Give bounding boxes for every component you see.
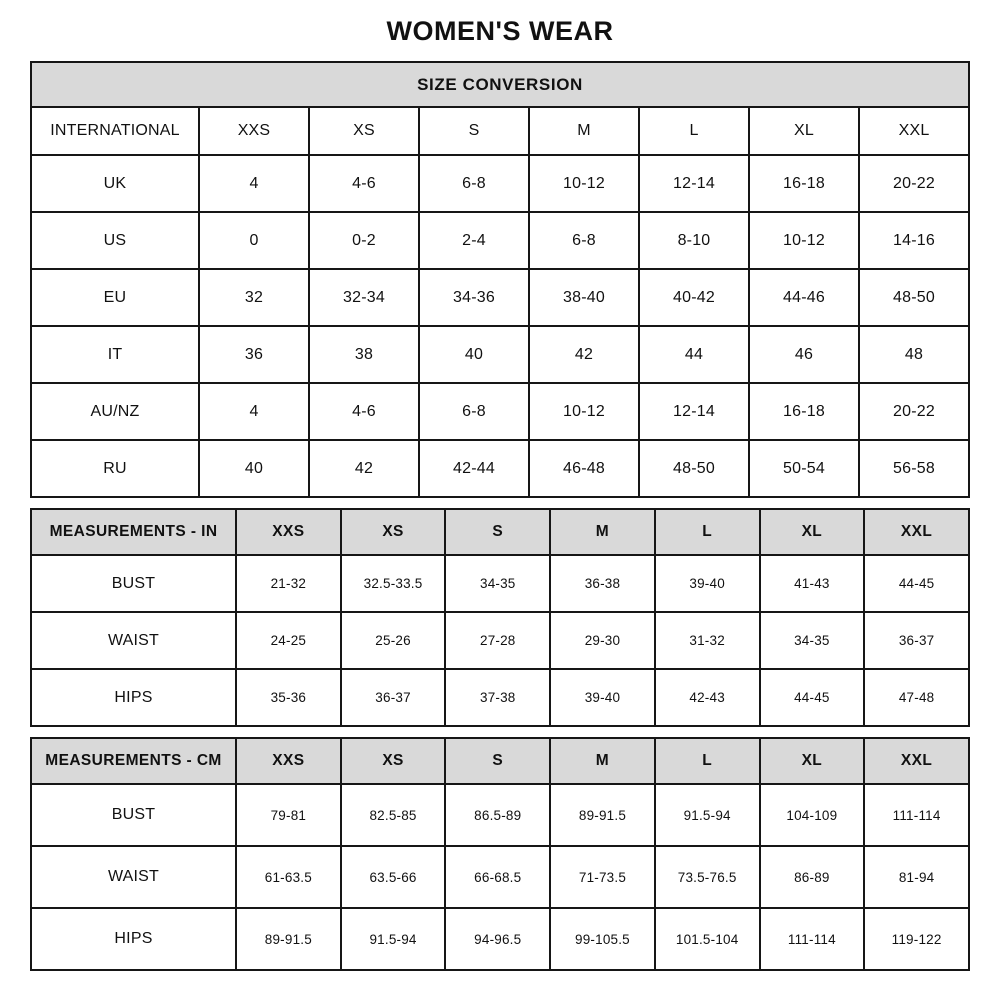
size-conversion-cell-uk-s: 6-8 <box>419 155 529 212</box>
measurements-in-cell-hips-xl: 44-45 <box>760 669 865 726</box>
measurements-in-header-xxl: XXL <box>864 509 969 555</box>
measurements-cm-cell-hips-m: 99-105.5 <box>550 908 655 970</box>
size-conversion-header-xxl: XXL <box>859 107 969 155</box>
size-conversion-cell-uk-xl: 16-18 <box>749 155 859 212</box>
size-conversion-cell-it-s: 40 <box>419 326 529 383</box>
size-conversion-cell-eu-s: 34-36 <box>419 269 529 326</box>
size-conversion-title-row <box>31 62 969 107</box>
size-conversion-cell-eu-xl: 44-46 <box>749 269 859 326</box>
size-conversion-row-au-nz <box>31 383 969 440</box>
size-conversion-cell-eu-xxs: 32 <box>199 269 309 326</box>
size-conversion-header-xs: XS <box>309 107 419 155</box>
measurements-cm-cell-hips-xl: 111-114 <box>760 908 865 970</box>
measurements-cm-header-measurements-cm: MEASUREMENTS - CM <box>31 738 236 784</box>
measurements-in-cell-bust-m: 36-38 <box>550 555 655 612</box>
measurements-cm-cell-bust-xl: 104-109 <box>760 784 865 846</box>
size-conversion-cell-au-nz-s: 6-8 <box>419 383 529 440</box>
measurements-in-cell-waist-l: 31-32 <box>655 612 760 669</box>
size-conversion-rowlabel-uk: UK <box>31 155 199 212</box>
measurements-cm-cell-bust-s: 86.5-89 <box>445 784 550 846</box>
measurements-in-cell-hips-l: 42-43 <box>655 669 760 726</box>
measurements-in-cell-waist-xxs: 24-25 <box>236 612 341 669</box>
size-conversion-cell-it-xl: 46 <box>749 326 859 383</box>
measurements-in-rowlabel-waist: WAIST <box>31 612 236 669</box>
size-conversion-cell-au-nz-xxl: 20-22 <box>859 383 969 440</box>
size-conversion-cell-au-nz-m: 10-12 <box>529 383 639 440</box>
size-conversion-cell-it-l: 44 <box>639 326 749 383</box>
measurements-cm-cell-waist-xl: 86-89 <box>760 846 865 908</box>
size-conversion-row-ru <box>31 440 969 497</box>
measurements-in-cell-waist-xs: 25-26 <box>341 612 446 669</box>
measurements-in-table <box>30 508 970 727</box>
size-conversion-header-m: M <box>529 107 639 155</box>
measurements-cm-rowlabel-waist: WAIST <box>31 846 236 908</box>
size-conversion-cell-us-xl: 10-12 <box>749 212 859 269</box>
size-conversion-cell-eu-xxl: 48-50 <box>859 269 969 326</box>
size-conversion-header-s: S <box>419 107 529 155</box>
measurements-cm-rowlabel-bust: BUST <box>31 784 236 846</box>
measurements-in-cell-hips-m: 39-40 <box>550 669 655 726</box>
measurements-cm-cell-hips-xxs: 89-91.5 <box>236 908 341 970</box>
size-conversion-cell-us-s: 2-4 <box>419 212 529 269</box>
measurements-in-cell-bust-xl: 41-43 <box>760 555 865 612</box>
size-conversion-cell-uk-m: 10-12 <box>529 155 639 212</box>
size-conversion-cell-it-xxs: 36 <box>199 326 309 383</box>
size-conversion-cell-us-xs: 0-2 <box>309 212 419 269</box>
measurements-cm-cell-bust-m: 89-91.5 <box>550 784 655 846</box>
size-conversion-cell-uk-xs: 4-6 <box>309 155 419 212</box>
size-conversion-cell-us-xxl: 14-16 <box>859 212 969 269</box>
measurements-cm-cell-bust-l: 91.5-94 <box>655 784 760 846</box>
measurements-cm-table <box>30 737 970 971</box>
measurements-cm-cell-waist-s: 66-68.5 <box>445 846 550 908</box>
size-conversion-rowlabel-au-nz: AU/NZ <box>31 383 199 440</box>
measurements-in-cell-hips-xxl: 47-48 <box>864 669 969 726</box>
measurements-in-cell-waist-xl: 34-35 <box>760 612 865 669</box>
size-conversion-cell-us-m: 6-8 <box>529 212 639 269</box>
size-conversion-cell-ru-m: 46-48 <box>529 440 639 497</box>
size-conversion-cell-it-xs: 38 <box>309 326 419 383</box>
size-conversion-cell-eu-l: 40-42 <box>639 269 749 326</box>
measurements-cm-cell-hips-xs: 91.5-94 <box>341 908 446 970</box>
measurements-in-cell-hips-s: 37-38 <box>445 669 550 726</box>
measurements-in-row-waist <box>31 612 969 669</box>
measurements-cm-cell-bust-xxl: 111-114 <box>864 784 969 846</box>
size-conversion-cell-us-l: 8-10 <box>639 212 749 269</box>
measurements-in-cell-hips-xs: 36-37 <box>341 669 446 726</box>
measurements-cm-cell-waist-m: 71-73.5 <box>550 846 655 908</box>
size-conversion-rowlabel-ru: RU <box>31 440 199 497</box>
size-conversion-cell-uk-xxl: 20-22 <box>859 155 969 212</box>
measurements-cm-cell-waist-xxs: 61-63.5 <box>236 846 341 908</box>
size-conversion-header-international: INTERNATIONAL <box>31 107 199 155</box>
measurements-cm-rowlabel-hips: HIPS <box>31 908 236 970</box>
measurements-cm-row-hips <box>31 908 969 970</box>
measurements-in-rowlabel-bust: BUST <box>31 555 236 612</box>
measurements-cm-row-bust <box>31 784 969 846</box>
size-conversion-cell-ru-xl: 50-54 <box>749 440 859 497</box>
measurements-in-cell-hips-xxs: 35-36 <box>236 669 341 726</box>
measurements-in-header-s: S <box>445 509 550 555</box>
measurements-cm-header-xxl: XXL <box>864 738 969 784</box>
measurements-cm-cell-hips-l: 101.5-104 <box>655 908 760 970</box>
measurements-cm-header-s: S <box>445 738 550 784</box>
size-conversion-cell-ru-xxl: 56-58 <box>859 440 969 497</box>
measurements-cm-cell-waist-l: 73.5-76.5 <box>655 846 760 908</box>
size-conversion-cell-ru-xs: 42 <box>309 440 419 497</box>
size-conversion-title: SIZE CONVERSION <box>31 62 969 107</box>
size-conversion-cell-uk-xxs: 4 <box>199 155 309 212</box>
size-conversion-table <box>30 61 970 498</box>
size-conversion-cell-it-m: 42 <box>529 326 639 383</box>
size-conversion-cell-au-nz-l: 12-14 <box>639 383 749 440</box>
measurements-cm-header-l: L <box>655 738 760 784</box>
size-conversion-rowlabel-eu: EU <box>31 269 199 326</box>
measurements-in-header-l: L <box>655 509 760 555</box>
measurements-in-cell-bust-l: 39-40 <box>655 555 760 612</box>
measurements-in-cell-waist-s: 27-28 <box>445 612 550 669</box>
measurements-cm-cell-hips-s: 94-96.5 <box>445 908 550 970</box>
measurements-cm-header-xs: XS <box>341 738 446 784</box>
measurements-cm-cell-bust-xxs: 79-81 <box>236 784 341 846</box>
measurements-in-header-xl: XL <box>760 509 865 555</box>
measurements-in-header-measurements-in: MEASUREMENTS - IN <box>31 509 236 555</box>
measurements-in-row-hips <box>31 669 969 726</box>
size-conversion-cell-ru-s: 42-44 <box>419 440 529 497</box>
size-conversion-cell-eu-m: 38-40 <box>529 269 639 326</box>
size-conversion-rowlabel-it: IT <box>31 326 199 383</box>
measurements-in-cell-waist-m: 29-30 <box>550 612 655 669</box>
measurements-in-header-xxs: XXS <box>236 509 341 555</box>
measurements-in-cell-bust-s: 34-35 <box>445 555 550 612</box>
measurements-in-header-row <box>31 509 969 555</box>
size-conversion-cell-ru-l: 48-50 <box>639 440 749 497</box>
measurements-cm-cell-waist-xs: 63.5-66 <box>341 846 446 908</box>
measurements-in-cell-waist-xxl: 36-37 <box>864 612 969 669</box>
size-conversion-cell-au-nz-xxs: 4 <box>199 383 309 440</box>
measurements-in-header-m: M <box>550 509 655 555</box>
measurements-in-cell-bust-xs: 32.5-33.5 <box>341 555 446 612</box>
size-conversion-cell-us-xxs: 0 <box>199 212 309 269</box>
measurements-cm-header-xl: XL <box>760 738 865 784</box>
size-conversion-row-us <box>31 212 969 269</box>
size-conversion-header-xl: XL <box>749 107 859 155</box>
size-conversion-row-eu <box>31 269 969 326</box>
size-conversion-rowlabel-us: US <box>31 212 199 269</box>
size-conversion-row-uk <box>31 155 969 212</box>
measurements-cm-cell-bust-xs: 82.5-85 <box>341 784 446 846</box>
size-conversion-cell-au-nz-xs: 4-6 <box>309 383 419 440</box>
measurements-cm-header-m: M <box>550 738 655 784</box>
measurements-cm-cell-waist-xxl: 81-94 <box>864 846 969 908</box>
measurements-in-cell-bust-xxl: 44-45 <box>864 555 969 612</box>
measurements-cm-header-xxs: XXS <box>236 738 341 784</box>
measurements-in-rowlabel-hips: HIPS <box>31 669 236 726</box>
measurements-in-row-bust <box>31 555 969 612</box>
size-conversion-header-xxs: XXS <box>199 107 309 155</box>
measurements-cm-row-waist <box>31 846 969 908</box>
page-title: WOMEN'S WEAR <box>386 16 614 46</box>
size-conversion-header-l: L <box>639 107 749 155</box>
measurements-in-cell-bust-xxs: 21-32 <box>236 555 341 612</box>
size-conversion-cell-au-nz-xl: 16-18 <box>749 383 859 440</box>
measurements-cm-header-row <box>31 738 969 784</box>
size-conversion-cell-eu-xs: 32-34 <box>309 269 419 326</box>
size-conversion-cell-uk-l: 12-14 <box>639 155 749 212</box>
measurements-cm-cell-hips-xxl: 119-122 <box>864 908 969 970</box>
size-conversion-header-row <box>31 107 969 155</box>
size-conversion-row-it <box>31 326 969 383</box>
size-conversion-cell-ru-xxs: 40 <box>199 440 309 497</box>
measurements-in-header-xs: XS <box>341 509 446 555</box>
size-conversion-cell-it-xxl: 48 <box>859 326 969 383</box>
